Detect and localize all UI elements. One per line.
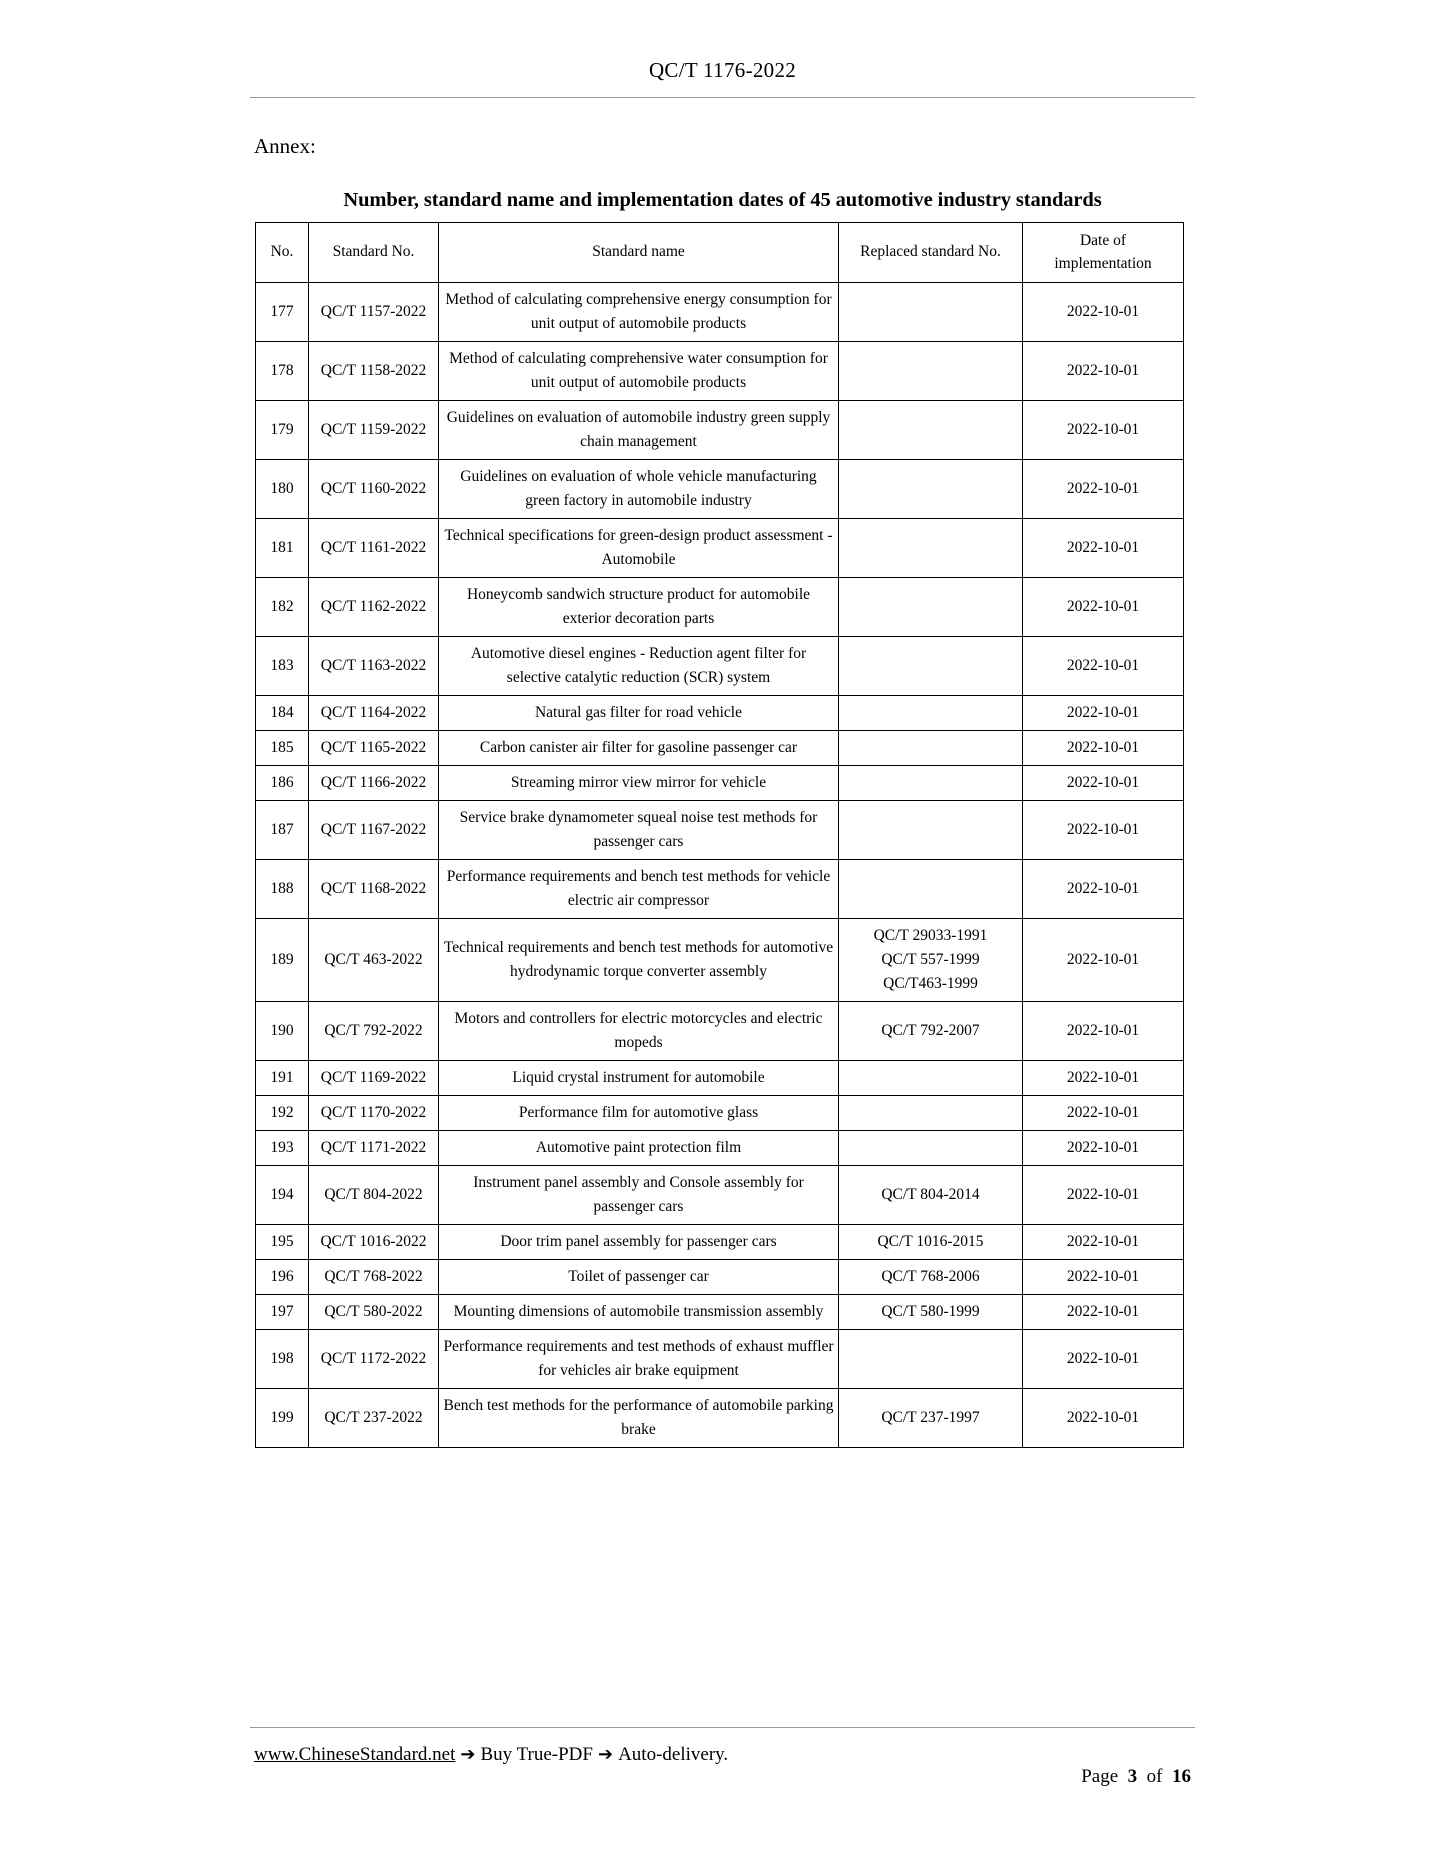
page-total: 16 [1172, 1766, 1191, 1787]
website-link[interactable]: www.ChineseStandard.net [254, 1744, 456, 1765]
row-standard-no: QC/T 237-2022 [309, 1389, 439, 1448]
row-standard-no: QC/T 1169-2022 [309, 1060, 439, 1095]
row-standard-no: QC/T 580-2022 [309, 1295, 439, 1330]
row-replaced-standard-no [839, 577, 1023, 636]
row-replaced-standard-no [839, 400, 1023, 459]
row-no: 180 [256, 459, 309, 518]
row-replaced-standard-no [839, 1330, 1023, 1389]
row-standard-name: Guidelines on evaluation of automobile industry green supply chain management [439, 400, 839, 459]
row-replaced-standard-no: QC/T 792-2007 [839, 1001, 1023, 1060]
row-standard-name: Instrument panel assembly and Console assembly for passenger cars [439, 1165, 839, 1224]
buy-label: Buy True-PDF [480, 1744, 593, 1765]
row-date: 2022-10-01 [1023, 1224, 1184, 1259]
column-header-replaced-standard-no: Replaced standard No. [839, 223, 1023, 283]
row-replaced-standard-no [839, 1130, 1023, 1165]
row-date: 2022-10-01 [1023, 730, 1184, 765]
replaced-standard-line: QC/T 29033-1991 [873, 926, 988, 944]
row-date: 2022-10-01 [1023, 765, 1184, 800]
table-row [256, 1001, 1184, 1060]
row-date: 2022-10-01 [1023, 1260, 1184, 1295]
row-date: 2022-10-01 [1023, 636, 1184, 695]
row-standard-name: Method of calculating comprehensive water consumption for unit output of automobile products [439, 341, 839, 400]
row-date: 2022-10-01 [1023, 1330, 1184, 1389]
row-standard-name: Motors and controllers for electric motorcycles and electric mopeds [439, 1001, 839, 1060]
table-row [256, 518, 1184, 577]
row-no: 189 [256, 918, 309, 1001]
row-date: 2022-10-01 [1023, 1130, 1184, 1165]
row-no: 199 [256, 1389, 309, 1448]
table-row [256, 1389, 1184, 1448]
table-row [256, 918, 1184, 1001]
table-row [256, 459, 1184, 518]
row-standard-no: QC/T 1166-2022 [309, 765, 439, 800]
row-date: 2022-10-01 [1023, 282, 1184, 341]
row-replaced-standard-no [839, 282, 1023, 341]
row-standard-name: Performance requirements and bench test methods for vehicle electric air compressor [439, 859, 839, 918]
row-standard-no: QC/T 1157-2022 [309, 282, 439, 341]
row-standard-name: Performance film for automotive glass [439, 1095, 839, 1130]
row-replaced-standard-no [839, 859, 1023, 918]
row-replaced-standard-no [839, 459, 1023, 518]
row-replaced-standard-no [839, 695, 1023, 730]
row-replaced-standard-no [839, 730, 1023, 765]
row-replaced-standard-no [839, 765, 1023, 800]
row-replaced-standard-no [839, 518, 1023, 577]
row-no: 190 [256, 1001, 309, 1060]
row-no: 187 [256, 800, 309, 859]
document-code: QC/T 1176-2022 [648, 58, 797, 82]
row-date: 2022-10-01 [1023, 918, 1184, 1001]
row-no: 185 [256, 730, 309, 765]
row-date: 2022-10-01 [1023, 400, 1184, 459]
table-row [256, 800, 1184, 859]
row-no: 193 [256, 1130, 309, 1165]
footer-divider [250, 1727, 1195, 1728]
row-replaced-standard-no [839, 1095, 1023, 1130]
row-date: 2022-10-01 [1023, 577, 1184, 636]
row-standard-name: Automotive paint protection film [439, 1130, 839, 1165]
row-standard-no: QC/T 1162-2022 [309, 577, 439, 636]
table-row [256, 1330, 1184, 1389]
table-row [256, 1095, 1184, 1130]
row-standard-no: QC/T 804-2022 [309, 1165, 439, 1224]
row-replaced-standard-no [839, 636, 1023, 695]
row-date: 2022-10-01 [1023, 1001, 1184, 1060]
table-row [256, 1224, 1184, 1259]
row-date: 2022-10-01 [1023, 1165, 1184, 1224]
table-row [256, 577, 1184, 636]
row-standard-name: Door trim panel assembly for passenger cars [439, 1224, 839, 1259]
row-standard-name: Technical specifications for green-design product assessment - Automobile [439, 518, 839, 577]
column-header-standard-name: Standard name [439, 223, 839, 283]
column-header-date-line2: implementation [1054, 255, 1152, 273]
row-standard-no: QC/T 1016-2022 [309, 1224, 439, 1259]
row-standard-no: QC/T 1164-2022 [309, 695, 439, 730]
row-date: 2022-10-01 [1023, 341, 1184, 400]
row-no: 181 [256, 518, 309, 577]
row-standard-no: QC/T 1165-2022 [309, 730, 439, 765]
row-standard-no: QC/T 1158-2022 [309, 341, 439, 400]
row-standard-no: QC/T 1170-2022 [309, 1095, 439, 1130]
of-label: of [1146, 1766, 1163, 1787]
row-standard-no: QC/T 1161-2022 [309, 518, 439, 577]
column-header-date-line1: Date of [1079, 232, 1127, 249]
row-no: 179 [256, 400, 309, 459]
row-replaced-standard-no: QC/T 1016-2015 [839, 1224, 1023, 1259]
row-replaced-standard-no [839, 800, 1023, 859]
page-footer [0, 1727, 1445, 1810]
table-row [256, 1295, 1184, 1330]
row-standard-name: Technical requirements and bench test methods for automotive hydrodynamic torque converter assembly [439, 918, 839, 1001]
row-standard-name: Performance requirements and test methods of exhaust muffler for vehicles air brake equipment [439, 1330, 839, 1389]
row-standard-no: QC/T 1167-2022 [309, 800, 439, 859]
row-standard-no: QC/T 1171-2022 [309, 1130, 439, 1165]
row-standard-name: Honeycomb sandwich structure product for automobile exterior decoration parts [439, 577, 839, 636]
row-date: 2022-10-01 [1023, 1389, 1184, 1448]
delivery-label: Auto-delivery. [618, 1744, 729, 1765]
row-replaced-standard-no: QC/T 237-1997 [839, 1389, 1023, 1448]
arrow-right-icon: ➔ [597, 1744, 614, 1764]
row-standard-name: Streaming mirror view mirror for vehicle [439, 765, 839, 800]
column-header-date-of-implementation [1023, 223, 1184, 283]
row-date: 2022-10-01 [1023, 1295, 1184, 1330]
page-indicator [1043, 1744, 1195, 1810]
row-standard-no: QC/T 768-2022 [309, 1260, 439, 1295]
row-standard-name: Toilet of passenger car [439, 1260, 839, 1295]
table-header-row [256, 223, 1184, 283]
row-standard-name: Mounting dimensions of automobile transmission assembly [439, 1295, 839, 1330]
page-label: Page [1081, 1766, 1119, 1787]
arrow-right-icon: ➔ [460, 1744, 476, 1764]
page-number: 3 [1127, 1766, 1138, 1787]
row-no: 191 [256, 1060, 309, 1095]
replaced-standard-line: QC/T 557-1999 [881, 950, 980, 968]
row-standard-name: Method of calculating comprehensive energy consumption for unit output of automobile products [439, 282, 839, 341]
footer-promo [250, 1744, 728, 1766]
row-no: 183 [256, 636, 309, 695]
row-no: 197 [256, 1295, 309, 1330]
standards-table [255, 222, 1184, 1448]
row-standard-no: QC/T 1172-2022 [309, 1330, 439, 1389]
row-standard-no: QC/T 1168-2022 [309, 859, 439, 918]
row-standard-no: QC/T 1160-2022 [309, 459, 439, 518]
row-no: 177 [256, 282, 309, 341]
row-date: 2022-10-01 [1023, 859, 1184, 918]
row-date: 2022-10-01 [1023, 518, 1184, 577]
table-row [256, 400, 1184, 459]
row-no: 178 [256, 341, 309, 400]
table-row [256, 282, 1184, 341]
row-no: 195 [256, 1224, 309, 1259]
row-replaced-standard-no [839, 918, 1023, 1001]
page-header [0, 0, 1445, 98]
table-title: Number, standard name and implementation dates of 45 automotive industry standards [343, 189, 1102, 211]
row-no: 184 [256, 695, 309, 730]
table-row [256, 730, 1184, 765]
table-row [256, 859, 1184, 918]
table-row [256, 695, 1184, 730]
row-no: 188 [256, 859, 309, 918]
table-row [256, 1165, 1184, 1224]
row-standard-name: Bench test methods for the performance of automobile parking brake [439, 1389, 839, 1448]
row-date: 2022-10-01 [1023, 1095, 1184, 1130]
column-header-no: No. [256, 223, 309, 283]
replaced-standard-line: QC/T463-1999 [883, 974, 978, 992]
row-replaced-standard-no: QC/T 768-2006 [839, 1260, 1023, 1295]
row-no: 198 [256, 1330, 309, 1389]
row-standard-no: QC/T 1163-2022 [309, 636, 439, 695]
row-standard-name: Guidelines on evaluation of whole vehicle manufacturing green factory in automobile industry [439, 459, 839, 518]
row-replaced-standard-no [839, 341, 1023, 400]
row-standard-no: QC/T 1159-2022 [309, 400, 439, 459]
row-date: 2022-10-01 [1023, 695, 1184, 730]
row-no: 186 [256, 765, 309, 800]
row-replaced-standard-no: QC/T 580-1999 [839, 1295, 1023, 1330]
table-row [256, 765, 1184, 800]
row-standard-name: Liquid crystal instrument for automobile [439, 1060, 839, 1095]
annex-label: Annex: [254, 134, 316, 158]
row-standard-name: Natural gas filter for road vehicle [439, 695, 839, 730]
column-header-standard-no: Standard No. [309, 223, 439, 283]
row-no: 194 [256, 1165, 309, 1224]
table-row [256, 341, 1184, 400]
row-no: 182 [256, 577, 309, 636]
table-row [256, 1130, 1184, 1165]
table-row [256, 1060, 1184, 1095]
row-standard-name: Service brake dynamometer squeal noise test methods for passenger cars [439, 800, 839, 859]
table-row [256, 636, 1184, 695]
row-date: 2022-10-01 [1023, 1060, 1184, 1095]
row-no: 192 [256, 1095, 309, 1130]
row-no: 196 [256, 1260, 309, 1295]
row-replaced-standard-no: QC/T 804-2014 [839, 1165, 1023, 1224]
row-standard-name: Automotive diesel engines - Reduction agent filter for selective catalytic reduction (SCR) system [439, 636, 839, 695]
page-content [250, 98, 1195, 1448]
row-replaced-standard-no [839, 1060, 1023, 1095]
table-row [256, 1260, 1184, 1295]
row-standard-no: QC/T 792-2022 [309, 1001, 439, 1060]
row-date: 2022-10-01 [1023, 800, 1184, 859]
row-standard-name: Carbon canister air filter for gasoline passenger car [439, 730, 839, 765]
row-standard-no: QC/T 463-2022 [309, 918, 439, 1001]
row-date: 2022-10-01 [1023, 459, 1184, 518]
